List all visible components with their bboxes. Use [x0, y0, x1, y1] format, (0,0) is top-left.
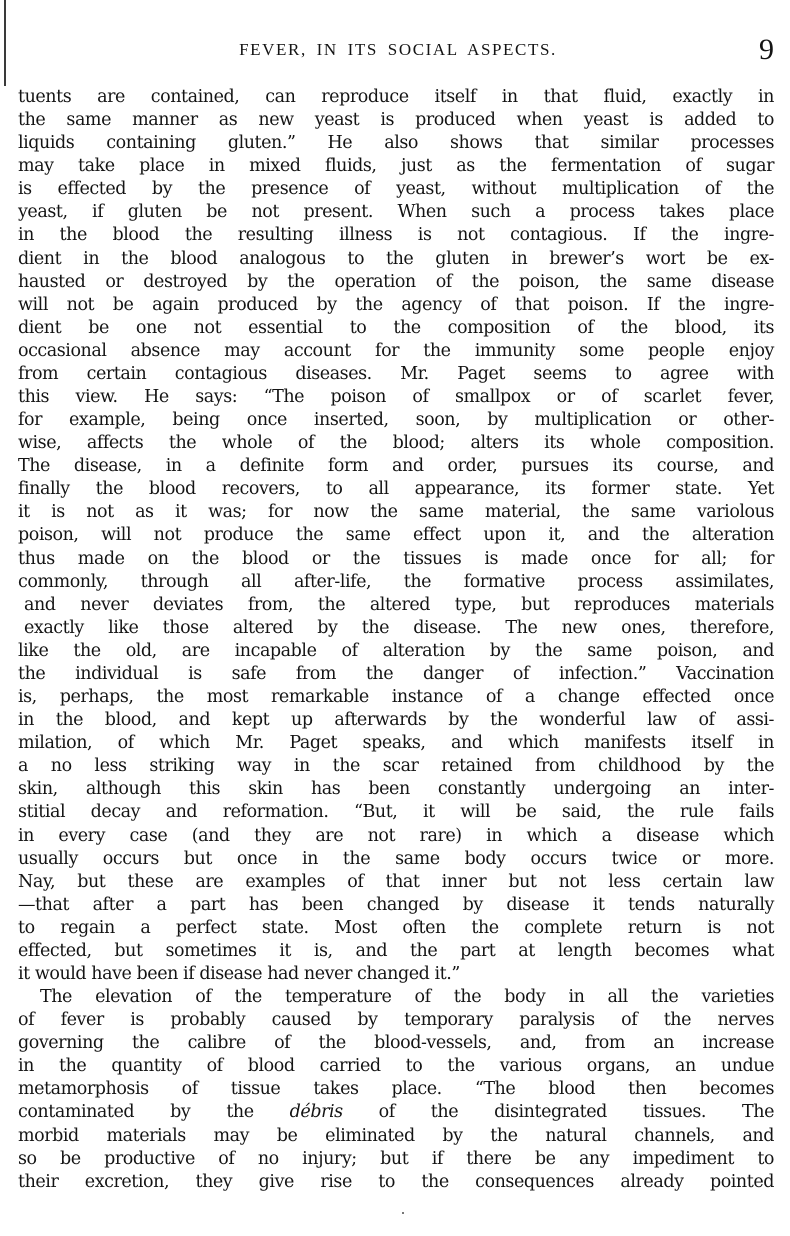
text-line: wise, affects the whole of the blood; alters its whole composition.	[18, 433, 774, 454]
italic-term: débris	[289, 1102, 343, 1123]
text-line: from certain contagious diseases. Mr. Paget seems to agree with	[18, 363, 774, 384]
text-line: to regain a perfect state. Most often the complete return is not	[18, 917, 774, 938]
text-line: dient be one not essential to the composition of the blood, its	[18, 317, 774, 338]
text-line: governing the calibre of the blood-vessels, and, from an increase	[18, 1033, 774, 1054]
text-line: a no less striking way in the scar retained from childhood by the	[18, 756, 774, 777]
text-line: in the quantity of blood carried to the various organs, an undue	[18, 1056, 774, 1077]
text-line: it would have been if disease had never changed it.”	[18, 963, 460, 984]
text-line: poison, will not produce the same effect upon it, and the alteration	[18, 525, 774, 546]
text-line: of fever is probably caused by temporary paralysis of the nerves	[18, 1010, 774, 1031]
text-line: occasional absence may account for the immunity some people enjoy	[18, 340, 774, 361]
text-line: stitial decay and reformation. “But, it will be said, the rule fails	[18, 802, 774, 823]
text-line: The elevation of the temperature of the body in all the varieties	[40, 987, 774, 1008]
text-line: usually occurs but once in the same body occurs twice or more.	[18, 848, 774, 869]
text-line: their excretion, they give rise to the consequences already pointed	[18, 1171, 774, 1192]
text-line: so be productive of no injury; but if there be any impediment to	[18, 1148, 774, 1169]
text-line: Nay, but these are examples of that inner but not less certain law	[18, 871, 774, 892]
text-line: The disease, in a definite form and order, pursues its course, and	[18, 456, 774, 477]
text-line: liquids containing gluten.” He also shows that similar processes	[18, 133, 774, 154]
text-line: like the old, are incapable of alteration by the same poison, and	[18, 640, 774, 661]
text-line: effected, but sometimes it is, and the part at length becomes what	[18, 940, 774, 961]
text-line: in every case (and they are not rare) in which a disease which	[18, 825, 774, 846]
text-line: milation, of which Mr. Paget speaks, and which manifests itself in	[18, 733, 774, 754]
text-line: is, perhaps, the most remarkable instance of a change effected once	[18, 687, 774, 708]
text-line: exactly like those altered by the disease. The new ones, therefore,	[24, 617, 774, 638]
text-line: contaminated by the débris of the disintegrated tissues. The	[18, 1102, 774, 1123]
page-number: 9	[759, 33, 774, 66]
text-line: morbid materials may be eliminated by the natural channels, and	[18, 1125, 774, 1146]
text-line: skin, although this skin has been constantly undergoing an inter-	[18, 779, 774, 800]
text-line: yeast, if gluten be not present. When such a process takes place	[18, 202, 774, 223]
body-text	[18, 86, 774, 1194]
text-line: in the blood the resulting illness is not contagious. If the ingre-	[18, 225, 774, 246]
text-line: the same manner as new yeast is produced when yeast is added to	[18, 110, 774, 131]
page-binding-edge	[4, 0, 6, 86]
text-line: finally the blood recovers, to all appearance, its former state. Yet	[18, 479, 774, 500]
text-line: in the blood, and kept up afterwards by the wonderful law of assi-	[18, 710, 774, 731]
paragraph-2	[18, 986, 774, 1194]
text-line: thus made on the blood or the tissues is made once for all; for	[18, 548, 774, 569]
text-line: commonly, through all after-life, the formative process assimilates,	[18, 571, 774, 592]
text-line: it is not as it was; for now the same material, the same variolous	[18, 502, 774, 523]
text-line: —that after a part has been changed by disease it tends naturally	[18, 894, 774, 915]
text-line: the individual is safe from the danger of infection.” Vaccination	[18, 663, 774, 684]
text-line: will not be again produced by the agency of that poison. If the ingre-	[18, 294, 774, 315]
text-line: is effected by the presence of yeast, without multiplication of the	[18, 179, 774, 200]
text-line: hausted or destroyed by the operation of the poison, the same disease	[18, 271, 774, 292]
text-line: for example, being once inserted, soon, by multiplication or other-	[18, 410, 774, 431]
text-line: tuents are contained, can reproduce itself in that fluid, exactly in	[18, 87, 774, 107]
text-line: metamorphosis of tissue takes place. “The blood then becomes	[18, 1079, 774, 1100]
ink-speck	[402, 1212, 404, 1214]
text-line: this view. He says: “The poison of smallpox or of scarlet fever,	[18, 387, 774, 408]
paragraph-1	[18, 86, 774, 986]
running-header	[20, 30, 776, 70]
running-title: FEVER, IN ITS SOCIAL ASPECTS.	[239, 40, 557, 59]
text-line: dient in the blood analogous to the gluten in brewer’s wort be ex-	[18, 248, 774, 269]
text-line: may take place in mixed fluids, just as the fermentation of sugar	[18, 156, 774, 177]
text-line: and never deviates from, the altered type, but reproduces materials	[24, 594, 774, 615]
